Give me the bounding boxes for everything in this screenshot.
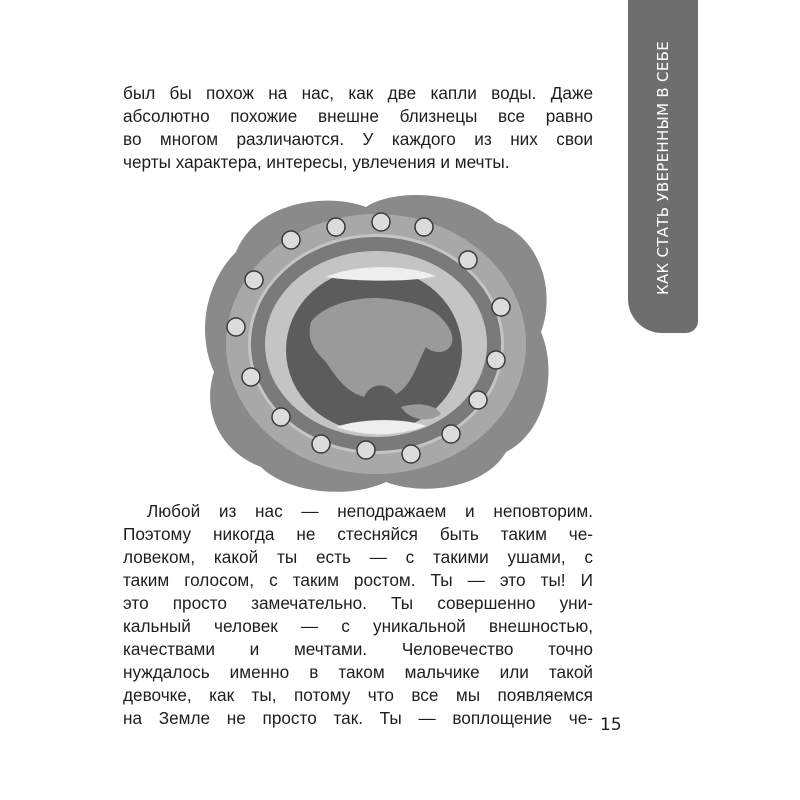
child-head bbox=[487, 351, 505, 369]
child-head bbox=[327, 218, 345, 236]
chapter-title: КАК СТАТЬ УВЕРЕННЫМ В СЕБЕ bbox=[654, 41, 672, 295]
text-line: на Земле не просто так. Ты — воплощение че- bbox=[123, 708, 593, 728]
paragraph-1 bbox=[123, 82, 593, 174]
text-line: черты характера, интересы, увлечения и мечты. bbox=[123, 152, 510, 172]
text-line: во многом различаются. У каждого из них свои bbox=[123, 129, 593, 149]
child-head bbox=[372, 213, 390, 231]
paragraph-2 bbox=[123, 500, 593, 730]
text-line: таким голосом, с таким ростом. Ты — это ты! И bbox=[123, 570, 593, 590]
child-head bbox=[459, 251, 477, 269]
child-head bbox=[402, 445, 420, 463]
page-number: 15 bbox=[600, 715, 622, 735]
child-head bbox=[442, 425, 460, 443]
child-head bbox=[227, 318, 245, 336]
child-head bbox=[312, 435, 330, 453]
text-line: абсолютно похожие внешне близнецы все равно bbox=[123, 106, 593, 126]
child-head bbox=[492, 298, 510, 316]
text-line: Любой из нас — неподражаем и неповторим. bbox=[147, 501, 593, 521]
text-line: кальный человек — с уникальной внешностью, bbox=[123, 616, 593, 636]
child-head bbox=[242, 368, 260, 386]
child-head bbox=[357, 441, 375, 459]
chapter-side-tab bbox=[628, 0, 698, 333]
text-line: это просто замечательно. Ты совершенно уни- bbox=[123, 593, 593, 613]
text-line: девочке, как ты, потому что все мы появляемся bbox=[123, 685, 593, 705]
text-line: Поэтому никогда не стесняйся быть таким че- bbox=[123, 524, 593, 544]
child-head bbox=[415, 218, 433, 236]
text-line: был бы похож на нас, как две капли воды. Даже bbox=[123, 83, 593, 103]
child-head bbox=[272, 408, 290, 426]
child-head bbox=[245, 271, 263, 289]
child-head bbox=[282, 231, 300, 249]
children-around-globe-illustration bbox=[196, 182, 556, 500]
child-head bbox=[469, 391, 487, 409]
text-line: нуждалось именно в таком мальчике или такой bbox=[123, 662, 593, 682]
text-line: качествами и мечтами. Человечество точно bbox=[123, 639, 593, 659]
text-line: ловеком, какой ты есть — с такими ушами, с bbox=[123, 547, 593, 567]
